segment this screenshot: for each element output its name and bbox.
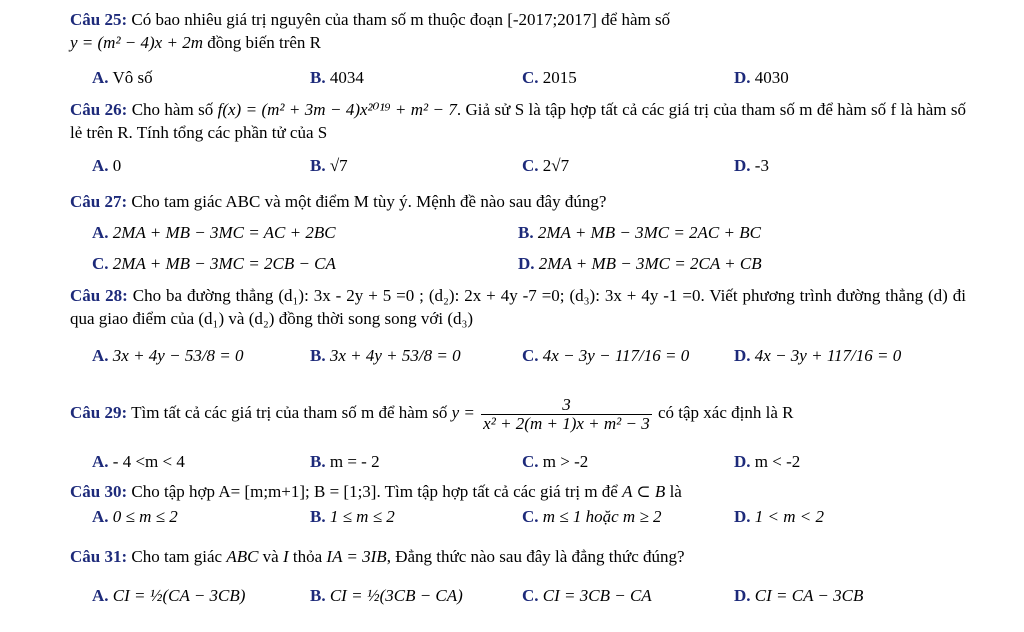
question-31-option-b[interactable]: B. CI = ½(3CB − CA) bbox=[310, 586, 463, 605]
question-31-options bbox=[92, 584, 994, 608]
question-31-stem: Câu 31: Cho tam giác ABC và I thỏa IA = 3IB, Đẳng thức nào sau đây là đẳng thức đúng? bbox=[70, 547, 685, 566]
question-26-option-c[interactable]: C. 2√7 bbox=[522, 156, 570, 175]
question-30-stem: Câu 30: Cho tập hợp A= [m;m+1]; B = [1;3]. Tìm tập hợp tất cả các giá trị m để A ⊂ B là bbox=[70, 482, 682, 501]
question-27-options-row-1 bbox=[92, 221, 994, 245]
question-29-option-a[interactable]: A. - 4 <m < 4 bbox=[92, 452, 185, 471]
question-25-option-d[interactable]: D. 4030 bbox=[734, 68, 789, 87]
question-29-label: Câu 29: bbox=[70, 403, 128, 422]
question-31-option-d[interactable]: D. CI = CA − 3CB bbox=[734, 586, 864, 605]
question-26-label: Câu 26: bbox=[70, 100, 128, 119]
question-29-option-d[interactable]: D. m < -2 bbox=[734, 452, 801, 471]
question-26-option-a[interactable]: A. 0 bbox=[92, 156, 122, 175]
question-29-stem: Câu 29: Tìm tất cả các giá trị của tham số m để hàm số y = $\frac{3}{\text{x² + 2(m + 1)x + m² − 3}}$ có tập xác định là R bbox=[70, 394, 794, 433]
question-31-option-c[interactable]: C. CI = 3CB − CA bbox=[522, 586, 652, 605]
question-28-option-c[interactable]: C. 4x − 3y − 117/16 = 0 bbox=[522, 346, 690, 365]
question-30-option-b[interactable]: B. 1 ≤ m ≤ 2 bbox=[310, 507, 395, 526]
question-25-option-c[interactable]: C. 2015 bbox=[522, 68, 577, 87]
question-25-option-a[interactable]: A. Vô số bbox=[92, 68, 153, 87]
question-29-option-c[interactable]: C. m > -2 bbox=[522, 452, 589, 471]
question-26-option-b[interactable]: B. √7 bbox=[310, 156, 348, 175]
question-30-option-a[interactable]: A. 0 ≤ m ≤ 2 bbox=[92, 507, 178, 526]
question-26-stem: Câu 26: Cho hàm số f(x) = (m² + 3m − 4)x²⁰¹⁹ + m² − 7. Giả sử S là tập hợp tất cả các giá trị của tham số m để hàm số f là hàm số lẻ trên R. Tính tổng các phần tử của S bbox=[70, 100, 966, 142]
question-25-text: Có bao nhiêu giá trị nguyên của tham số m thuộc đoạn [-2017;2017] để hàm số bbox=[127, 10, 671, 29]
question-27-label: Câu 27: bbox=[70, 192, 128, 211]
question-29-options bbox=[92, 450, 994, 474]
question-25-text-2: đồng biến trên R bbox=[202, 33, 322, 52]
question-30-label: Câu 30: bbox=[70, 482, 128, 501]
question-27-options-row-2 bbox=[92, 252, 994, 276]
question-27-option-a[interactable]: A. 2MA + MB − 3MC = AC + 2BC bbox=[92, 223, 336, 242]
question-27-option-d[interactable]: D. 2MA + MB − 3MC = 2CA + CB bbox=[518, 254, 762, 273]
question-30-condition: A ⊂ B bbox=[622, 482, 666, 501]
question-25-options bbox=[92, 66, 994, 90]
question-27-option-b[interactable]: B. 2MA + MB − 3MC = 2AC + BC bbox=[518, 223, 761, 242]
question-30-option-c[interactable]: C. m ≤ 1 hoặc m ≥ 2 bbox=[522, 507, 662, 526]
question-25-stem bbox=[70, 8, 966, 54]
question-25-option-b[interactable]: B. 4034 bbox=[310, 68, 364, 87]
question-27-option-c[interactable]: C. 2MA + MB − 3MC = 2CB − CA bbox=[92, 254, 336, 273]
question-28-label: Câu 28: bbox=[70, 286, 128, 305]
question-29-option-b[interactable]: B. m = - 2 bbox=[310, 452, 380, 471]
question-25-label: Câu 25: bbox=[70, 10, 128, 29]
question-28-stem: Câu 28: Cho ba đường thẳng (d₁): 3x - 2y + 5 =0 ; (d₂): 2x + 4y -7 =0; (d₃): 3x + 4y -1 =0. Viết phương trình đường thẳng (d) đi qua giao điểm của (d₁) và (d₂) đồng thời song song với (d₃) bbox=[70, 286, 966, 328]
question-31-option-a[interactable]: A. CI = ½(CA − 3CB) bbox=[92, 586, 246, 605]
question-31-label: Câu 31: bbox=[70, 547, 128, 566]
question-30-options bbox=[92, 505, 994, 529]
question-28-options bbox=[92, 344, 994, 368]
question-30-option-d[interactable]: D. 1 < m < 2 bbox=[734, 507, 825, 526]
question-26-option-d[interactable]: D. -3 bbox=[734, 156, 769, 175]
question-31-condition: IA = 3IB bbox=[326, 547, 387, 566]
question-28-option-b[interactable]: B. 3x + 4y + 53/8 = 0 bbox=[310, 346, 461, 365]
question-25-function: y = (m² − 4)x + 2m bbox=[70, 33, 203, 52]
question-28-option-a[interactable]: A. 3x + 4y − 53/8 = 0 bbox=[92, 346, 244, 365]
question-27-stem: Câu 27: Cho tam giác ABC và một điểm M tùy ý. Mệnh đề nào sau đây đúng? bbox=[70, 192, 607, 211]
question-26-options bbox=[92, 154, 994, 178]
question-26-function: f(x) = (m² + 3m − 4)x²⁰¹⁹ + m² − 7 bbox=[217, 100, 457, 119]
question-29-fraction: $\frac{3}{\text{x² + 2(m + 1)x + m² − 3}}$ bbox=[483, 394, 650, 433]
question-28-option-d[interactable]: D. 4x − 3y + 117/16 = 0 bbox=[734, 346, 902, 365]
